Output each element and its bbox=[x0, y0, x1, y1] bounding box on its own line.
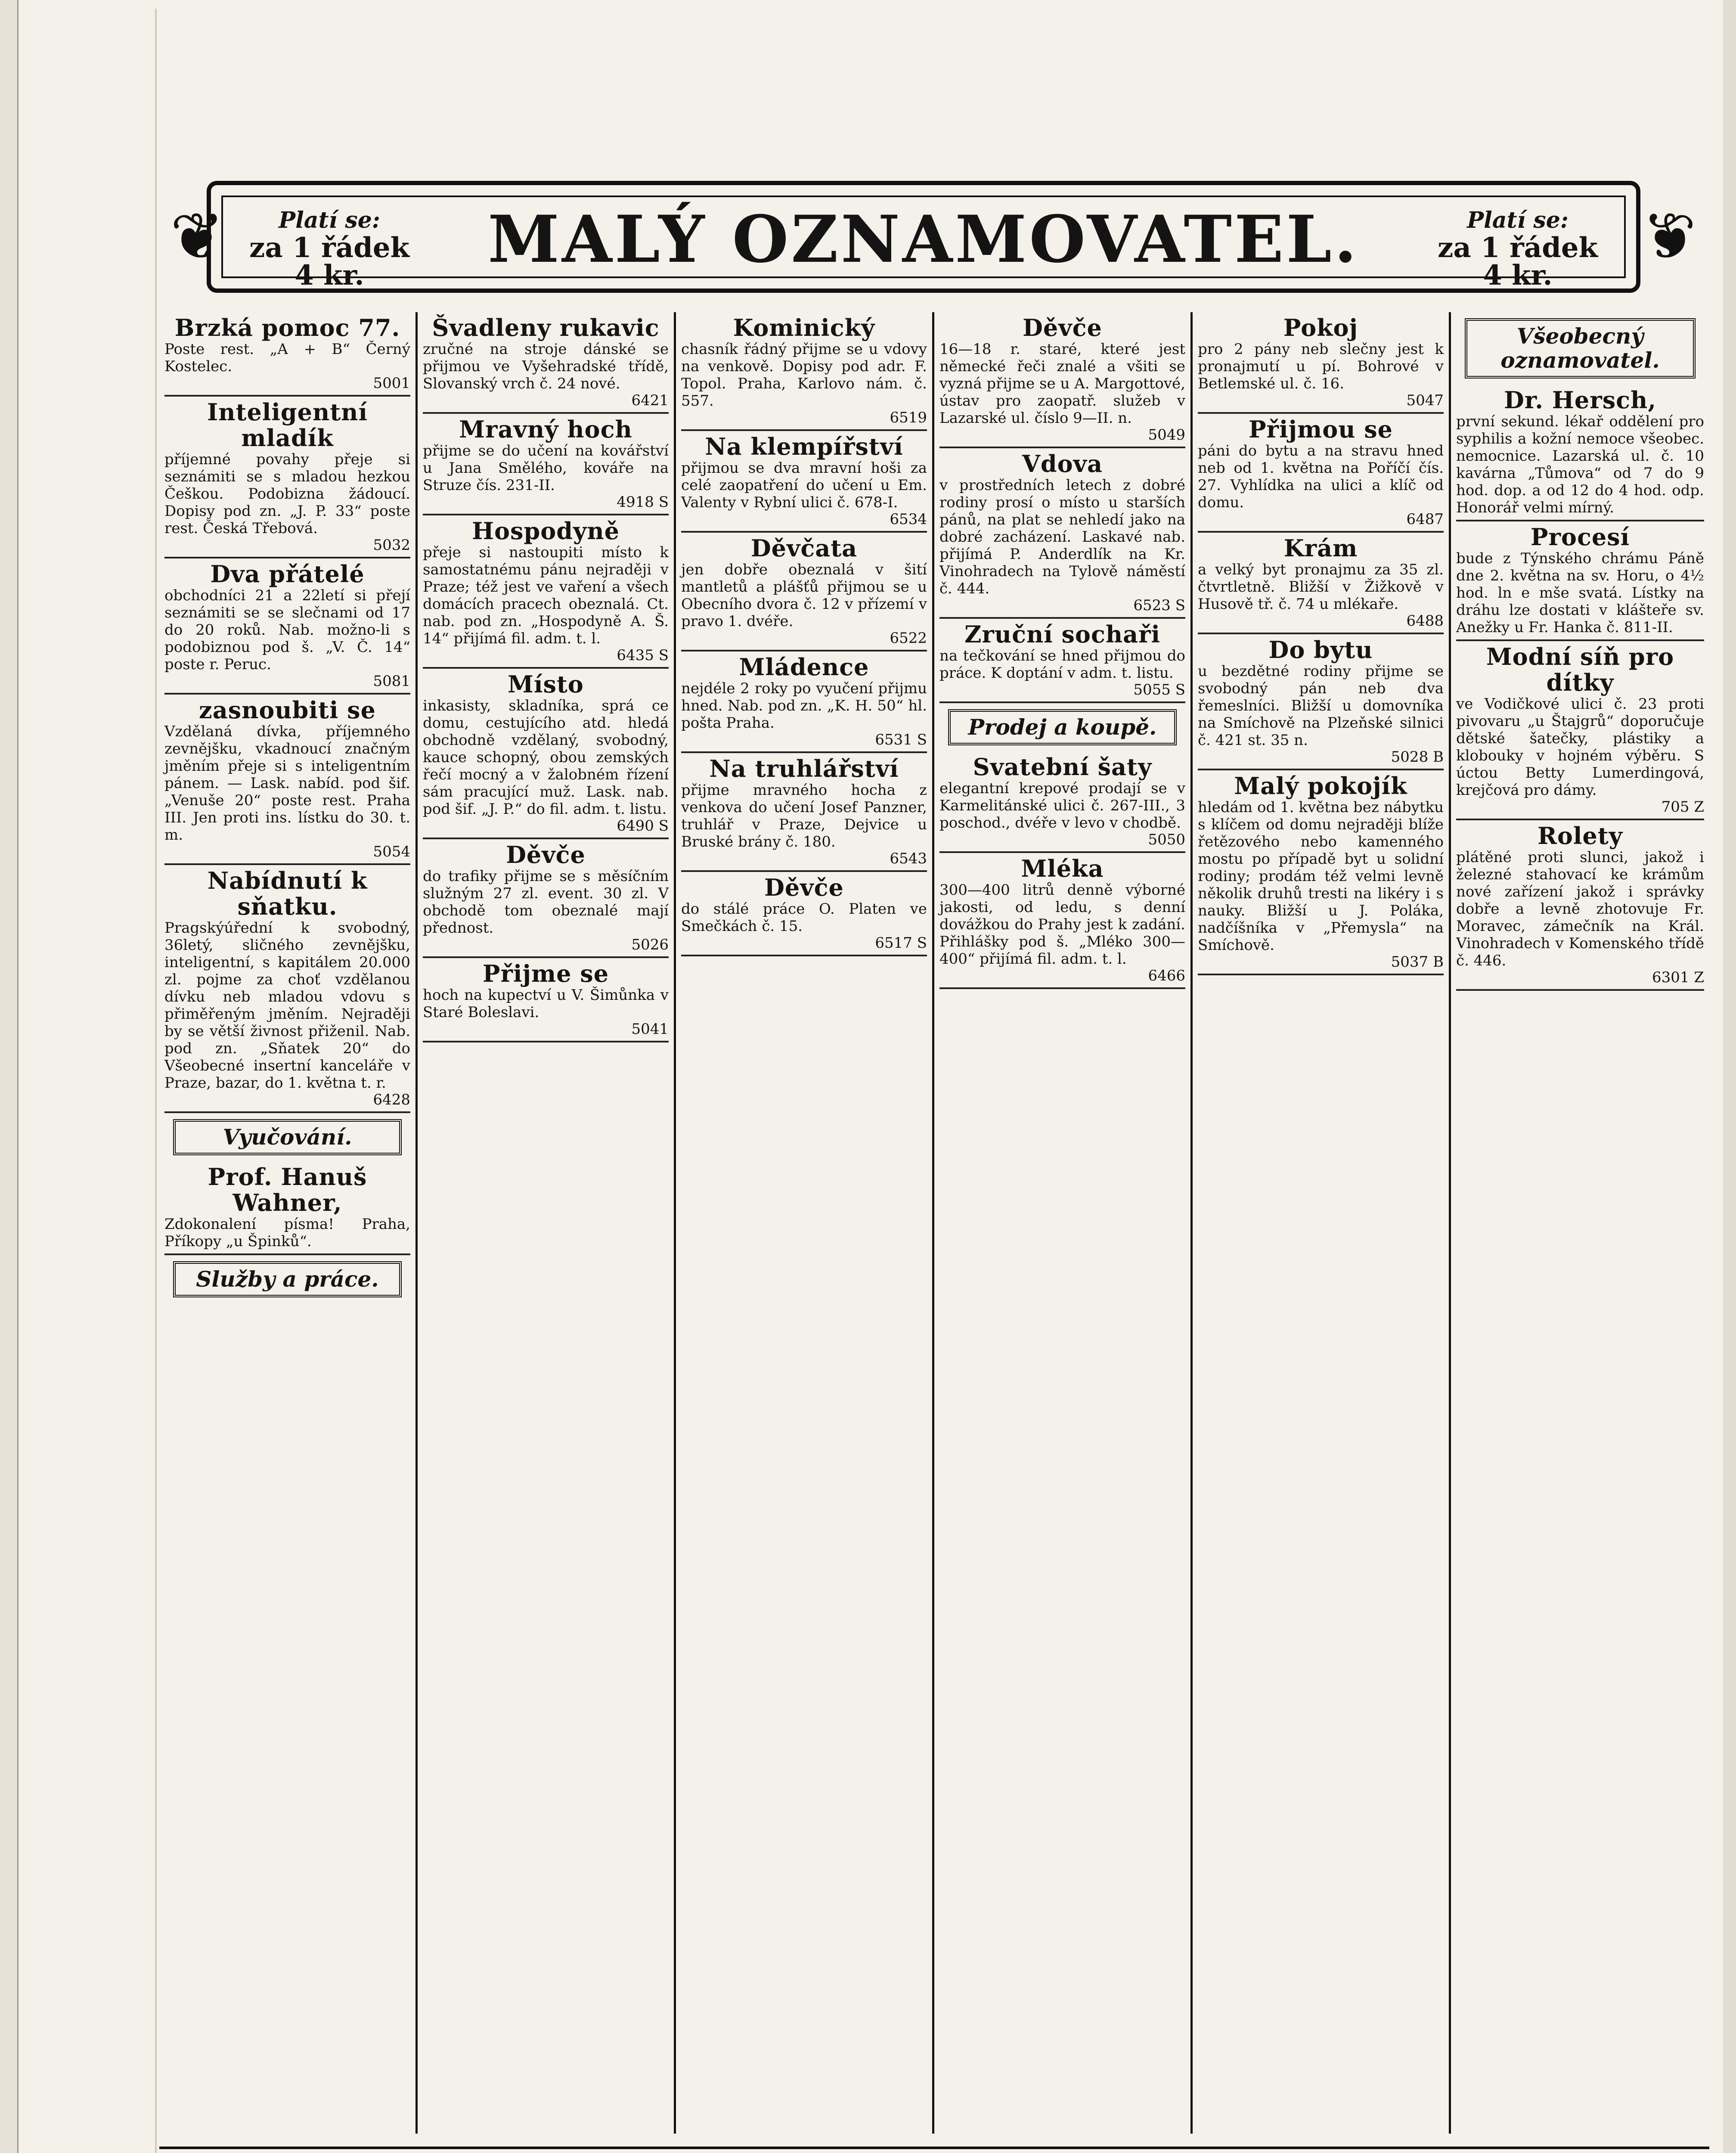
ad-body: pro 2 pány neb slečny jest k pronajmutí u pí. Bohrové v Betlemské ul. č. 16. bbox=[1198, 341, 1444, 392]
ad-title: Na klempířství bbox=[705, 433, 903, 460]
ad-number: 6519 bbox=[890, 409, 927, 426]
classified-ad bbox=[1198, 770, 1444, 975]
ad-body: u bezdětné rodiny přijme se svobodný pán neb dva řemeslníci. Bližší u domovníka na Smíchově na Plzeňské silnici č. 421 st. 35 n. bbox=[1198, 663, 1444, 749]
ad-number: 5055 S bbox=[1133, 681, 1185, 698]
classified-ad bbox=[164, 695, 410, 865]
ad-body: do stálé práce O. Platen ve Smečkách č. 15. bbox=[681, 900, 927, 935]
ad-number: 6428 bbox=[373, 1091, 410, 1108]
ad-number: 5081 bbox=[373, 673, 410, 690]
classified-ad bbox=[1456, 521, 1704, 641]
ad-body: hledám od 1. května bez nábytku s klíčem od domu nejraději blíže řetězového nebo kamenného mostu po případě byt u solidní rodiny; prodám též velmi levně několik druhů tresti na likéry i s nauky. Bližší u J. Poláka, nadčíšníka v „Přemysla“ na Smíchově. bbox=[1198, 799, 1444, 954]
ad-body: v prostředních letech z dobré rodiny prosí o místo u starších pánů, na plat se nehledí jako na dobré zacházení. Laskavé nab. přijímá P. Anderdlík na Kr. Vinohradech na Tylově náměstí č. 444. bbox=[939, 477, 1185, 597]
classified-ad bbox=[681, 753, 927, 872]
masthead-left-line1: Platí se: bbox=[279, 207, 380, 233]
classified-ad bbox=[681, 872, 927, 956]
ad-body: ve Vodičkové ulici č. 23 proti pivovaru „u Štajgrů“ doporučuje dětské šatečky, plástiky a klobouky v hojném výběru. S úctou Betty Lumerdingová, krejčová pro dámy. bbox=[1456, 695, 1704, 799]
ad-title: Do bytu bbox=[1268, 636, 1373, 664]
masthead-right-line2: za 1 řádek 4 kr. bbox=[1438, 232, 1598, 292]
ad-number: 6522 bbox=[890, 630, 927, 647]
ad-title: Pokoj bbox=[1283, 314, 1358, 341]
ad-number: 6487 bbox=[1406, 511, 1444, 528]
ad-title: Brzká pomoc 77. bbox=[174, 314, 400, 341]
right-flourish-icon: ❦ bbox=[1642, 199, 1696, 274]
ad-body: příjemné povahy přeje si seznámiti se s mladou hezkou Češkou. Podobizna žádoucí. Dopisy pod zn. „J. P. 33“ poste rest. Česká Třebová. bbox=[164, 451, 410, 537]
ad-body: 300—400 litrů denně výborné jakosti, od ledu, s denní dovážkou do Prahy jest k zadání. Přihlášky pod š. „Mléko 300—400“ přijímá fil. adm. t. l. bbox=[939, 881, 1185, 968]
section-heading: Vyučování. bbox=[173, 1119, 402, 1155]
ad-title: Vdova bbox=[1022, 450, 1103, 478]
footer bbox=[159, 2147, 1709, 2153]
ads-columns bbox=[159, 312, 1709, 2134]
ad-body: zručné na stroje dánské se přijmou ve Vyšehradské třídě, Slovanský vrch č. 24 nové. bbox=[423, 341, 669, 392]
classified-ad bbox=[939, 448, 1185, 619]
classified-ad bbox=[423, 312, 669, 414]
ad-number: 6421 bbox=[631, 392, 669, 409]
ad-body: Vzdělaná dívka, příjemného zevnějšku, vkadnoucí značným jměním přeje si s inteligentním pánem. — Lask. nabíd. pod šif. „Venuše 20“ poste rest. Praha III. Jen proti ins. lístku do 30. t. m. bbox=[164, 723, 410, 844]
ad-number: 6543 bbox=[890, 850, 927, 867]
ad-body: přijme se do učení na kovářství u Jana Smělého, kováře na Struze čís. 231-II. bbox=[423, 442, 669, 494]
classified-ad bbox=[164, 312, 410, 397]
page-title: MALÝ OZNAMOVATEL. bbox=[488, 202, 1359, 277]
ad-title: Krám bbox=[1283, 534, 1358, 562]
classified-ad bbox=[423, 515, 669, 669]
column-6 bbox=[1451, 312, 1709, 2134]
classified-ad bbox=[1198, 414, 1444, 533]
classified-ad bbox=[1456, 385, 1704, 521]
ad-number: 6301 Z bbox=[1652, 969, 1704, 986]
ad-title: Přijme se bbox=[482, 960, 609, 987]
classified-ad bbox=[164, 1161, 410, 1255]
ad-body: na tečkování se hned přijmou do práce. K doptání v adm. t. listu. bbox=[939, 647, 1185, 682]
ad-title: Malý pokojík bbox=[1234, 772, 1407, 800]
masthead-left-line2: za 1 řádek 4 kr. bbox=[249, 232, 409, 292]
ad-title: Zruční sochaři bbox=[964, 620, 1161, 648]
classified-ad bbox=[681, 431, 927, 533]
classified-ad bbox=[164, 865, 410, 1113]
classified-ad bbox=[681, 312, 927, 431]
ad-title: Děvče bbox=[506, 841, 586, 869]
ad-number: 5001 bbox=[373, 375, 410, 392]
ad-body: přijmou se dva mravní hoši za celé zaopatření do učení u Em. Valenty v Rybní ulici č. 678-I. bbox=[681, 459, 927, 511]
ad-number: 5028 B bbox=[1391, 748, 1444, 766]
ad-title: Místo bbox=[508, 670, 584, 698]
ad-title: Prof. Hanuš Wahner, bbox=[208, 1163, 367, 1216]
left-flourish-icon: ❦ bbox=[170, 199, 224, 274]
classified-ad bbox=[164, 397, 410, 558]
ad-number: 5054 bbox=[373, 843, 410, 860]
classified-ad bbox=[1198, 533, 1444, 634]
ad-number: 705 Z bbox=[1661, 798, 1704, 816]
column-3 bbox=[676, 312, 934, 2134]
classified-ad bbox=[939, 853, 1185, 989]
ad-title: Děvče bbox=[764, 874, 844, 901]
ad-title: Mládence bbox=[739, 653, 869, 681]
ad-title: Inteligentní mladík bbox=[207, 398, 368, 452]
classified-ad bbox=[1198, 312, 1444, 414]
ad-number: 4918 S bbox=[617, 493, 669, 511]
masthead bbox=[207, 181, 1640, 293]
classified-ad bbox=[939, 312, 1185, 448]
ad-number: 5032 bbox=[373, 537, 410, 554]
section-heading: Prodej a koupě. bbox=[948, 709, 1177, 745]
column-2 bbox=[418, 312, 676, 2134]
ad-body: hoch na kupectví u V. Šimůnka v Staré Boleslavi. bbox=[423, 987, 669, 1021]
ad-body: inkasisty, skladníka, sprá ce domu, cestujícího atd. hledá obchodně vzdělaný, svobodný, kauce schopný, obou zemských řečí mocný a v žalobném řízení sám pracující muž. Lask. nab. pod šif. „J. P.“ do fil. adm. t. listu. bbox=[423, 697, 669, 818]
ad-body: přeje si nastoupiti místo k samostatnému pánu nejraději v Praze; též jest ve vaření a všech domácích pracech obeznalá. Ct. nab. pod zn. „Hospodyně A. Š. 14“ přijímá fil. adm. t. l. bbox=[423, 544, 669, 647]
column-5 bbox=[1193, 312, 1451, 2134]
ad-title: Rolety bbox=[1537, 822, 1623, 850]
ad-number: 5026 bbox=[631, 936, 669, 953]
classified-ad bbox=[1456, 820, 1704, 991]
ad-title: Děvče bbox=[1023, 314, 1102, 341]
ad-number: 6466 bbox=[1148, 967, 1185, 984]
masthead-right-line1: Platí se: bbox=[1467, 207, 1569, 233]
ad-body: 16—18 r. staré, které jest německé řeči znalé a všiti se vyzná přijme se u A. Margottové, ústav pro zaopatř. služeb v Lazarské ul. číslo 9—II. n. bbox=[939, 341, 1185, 427]
ad-title: Přijmou se bbox=[1248, 416, 1393, 443]
column-4 bbox=[934, 312, 1193, 2134]
ad-number: 6488 bbox=[1406, 612, 1444, 630]
ad-number: 5050 bbox=[1148, 831, 1185, 848]
ad-title: Hospodyně bbox=[472, 517, 620, 545]
ad-body: elegantní krepové prodají se v Karmelitánské ulici č. 267-III., 3 poschod., dvéře v levo v chodbě. bbox=[939, 780, 1185, 831]
ad-body: do trafiky přijme se s měsíčním služným 27 zl. event. 30 zl. V obchodě tom obeznalé mají přednost. bbox=[423, 868, 669, 937]
page-left-edge bbox=[0, 0, 19, 2153]
classified-ad bbox=[423, 669, 669, 839]
ad-body: jen dobře obeznalá v šití mantletů a plášťů přijmou se u Obecního dvora č. 12 v přízemí v pravo 1. dvéře. bbox=[681, 561, 927, 630]
ad-number: 6435 S bbox=[617, 647, 669, 664]
ad-body: první sekund. lékař oddělení pro syphilis a kožní nemoce všeobec. nemocnice. Lazarská ul. č. 10 kavárna „Tůmova“ od 7 do 9 hod. dop. a od 12 do 4 hod. odp. Honorář velmi mírný. bbox=[1456, 413, 1704, 516]
ad-title: Dr. Hersch, bbox=[1504, 386, 1657, 414]
ad-body: nejdéle 2 roky po vyučení přijmu hned. Nab. pod zn. „K. H. 50“ hl. pošta Praha. bbox=[681, 680, 927, 732]
ad-number: 6523 S bbox=[1133, 597, 1185, 614]
ad-number: 5047 bbox=[1406, 392, 1444, 409]
section-heading: Služby a práce. bbox=[173, 1261, 402, 1297]
ad-body: Zdokonalení písma! Praha, Příkopy „u Špinků“. bbox=[164, 1216, 410, 1250]
ad-title: Kominický bbox=[733, 314, 875, 341]
ad-number: 5049 bbox=[1148, 426, 1185, 444]
ad-body: plátěné proti slunci, jakož i železné stahovací ke krámům nové zařízení jakož i správky dobře a levně zhotovuje Fr. Moravec, zámečník na Král. Vinohradech v Komenského třídě č. 446. bbox=[1456, 849, 1704, 969]
section-heading: Všeobecný oznamovatel. bbox=[1465, 318, 1696, 378]
classified-ad bbox=[164, 558, 410, 695]
ad-title: Modní síň pro dítky bbox=[1486, 643, 1674, 696]
ad-title: Mravný hoch bbox=[459, 416, 632, 443]
classified-ad bbox=[939, 619, 1185, 703]
ad-title: Svatební šaty bbox=[973, 753, 1152, 781]
ad-number: 5037 B bbox=[1391, 953, 1444, 971]
ad-number: 5041 bbox=[631, 1021, 669, 1038]
ad-body: páni do bytu a na stravu hned neb od 1. května na Poříčí čís. 27. Vyhlídka na ulici a klíč od domu. bbox=[1198, 442, 1444, 511]
classified-ad bbox=[423, 839, 669, 958]
ad-number: 6517 S bbox=[875, 934, 927, 952]
classified-ad bbox=[423, 414, 669, 515]
ad-body: Poste rest. „A + B“ Černý Kostelec. bbox=[164, 341, 410, 375]
ad-title: Na truhlářství bbox=[709, 755, 899, 782]
ad-number: 6490 S bbox=[617, 817, 669, 835]
classified-ad bbox=[1198, 634, 1444, 770]
classified-ad bbox=[423, 958, 669, 1042]
ad-title: Dva přátelé bbox=[210, 560, 365, 588]
classified-ad bbox=[681, 533, 927, 651]
column-1 bbox=[159, 312, 418, 2134]
ad-title: Děvčata bbox=[750, 534, 858, 562]
ad-body: chasník řádný přijme se u vdovy na venkově. Dopisy pod adr. F. Topol. Praha, Karlovo nám. č. 557. bbox=[681, 341, 927, 410]
ad-body: obchodníci 21 a 22letí si přejí seznámiti se se slečnami od 17 do 20 roků. Nab. možno-li s podobiznou pod š. „V. Č. 14“ poste r. Peruc. bbox=[164, 587, 410, 673]
ad-body: bude z Týnského chrámu Páně dne 2. května na sv. Horu, o 4½ hod. ln e mše svatá. Lístky na dráhu lze dostati v klášteře sv. Anežky u Fr. Hanka č. 811-II. bbox=[1456, 550, 1704, 636]
classified-ad bbox=[939, 751, 1185, 853]
ad-title: zasnoubiti se bbox=[199, 696, 376, 724]
ad-title: Mléka bbox=[1021, 855, 1104, 882]
ad-number: 6531 S bbox=[875, 731, 927, 748]
ad-body: a velký byt pronajmu za 35 zl. čtvrtletně. Bližší v Žižkově v Husově tř. č. 74 u mlékaře. bbox=[1198, 561, 1444, 613]
ad-number: 6534 bbox=[890, 511, 927, 528]
ad-title: Nabídnutí k sňatku. bbox=[207, 867, 368, 920]
classified-ad bbox=[681, 651, 927, 753]
classified-ad bbox=[1456, 641, 1704, 820]
ad-body: přijme mravného hocha z venkova do učení Josef Panzner, truhlář v Praze, Dejvice u Bruské brány č. 180. bbox=[681, 782, 927, 850]
ad-body: Pragskýúřední k svobodný, 36letý, sličného zevnějšku, inteligentní, s kapitálem 20.000 zl. pojme za choť vzdělanou dívku neb mladou vdovu s přiměřeným jměním. Nejraději by se větší živnost přiženil. Nab. pod zn. „Sňatek 20“ do Všeobecné insertní kanceláře v Praze, bazar, do 1. května t. r. bbox=[164, 919, 410, 1092]
masthead-right-price bbox=[1425, 207, 1610, 292]
page-right-edge bbox=[1723, 0, 1736, 2153]
ad-title: Procesí bbox=[1530, 523, 1630, 551]
ad-title: Švadleny rukavic bbox=[432, 314, 660, 341]
